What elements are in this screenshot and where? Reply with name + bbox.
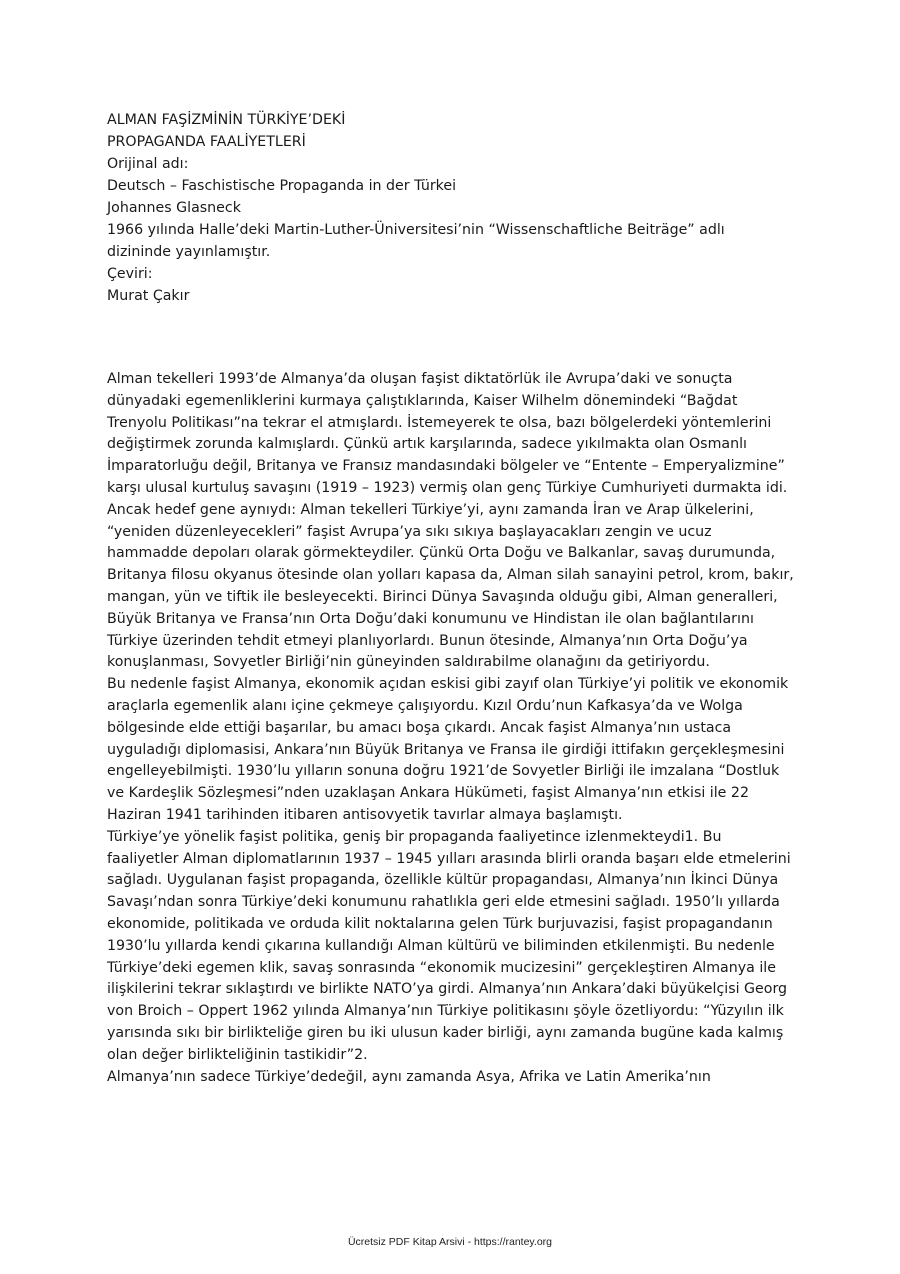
title-line-1: ALMAN FAŞİZMİNİN TÜRKİYE’DEKİ <box>107 112 346 128</box>
body-text <box>107 369 795 1088</box>
paragraph: Almanya’nın sadece Türkiye’dedeğil, aynı zamanda Asya, Afrika ve Latin Amerika’nın <box>107 1068 711 1085</box>
publication-note-line-2: dizininde yayınlamıştır. <box>107 244 271 260</box>
translation-label: Çeviri: <box>107 266 153 282</box>
author-name: Johannes Glasneck <box>107 200 241 216</box>
publication-note-line-1: 1966 yılında Halle’deki Martin-Luther-Üniversitesi’nin “Wissenschaftliche Beiträge” adlı <box>107 222 725 238</box>
page-footer: Ücretsiz PDF Kitap Arsivi - https://rantey.org <box>347 1236 553 1248</box>
paragraph: Türkiye’ye yönelik faşist politika, geniş bir propaganda faaliyetince izlenmekteydi1. Bu faaliyetler Alman diplomatlarının 1937 – 1945 yılları arasında blirli oranda başarı elde etmelerini sağladı. Uygulanan faşist propaganda, özellikle kültür propagandası, Almanya’nın İkinci Dünya Savaşı’ndan sonra Türkiye’deki konumunu rahatlıkla geri elde etmesini sağladı. 1950’lı yıllarda ekonomide, politikada ve orduda kilit noktalarına gelen Türk burjuvazisi, faşist propagandanın 1930’lu yıllarda kendi çıkarına kullandığı Alman kültürü ve biliminden etkilenmişti. Bu nedenle Türkiye’deki egemen klik, savaş sonrasında “ekonomik mucizesini” gerçekleştiren Almanya ile ilişkilerini tekrar sıklaştırdı ve birlikte NATO’ya girdi. Almanya’nın Ankara’daki büyükelçisi Georg von Broich – Oppert 1962 yılında Almanya’nın Türkiye politikasını şöyle özetliyordu: “Yüzyılın ilk yarısında sıkı bir birlikteliğe giren bu iki ulusun kader birliği, aynı zamanda bugüne kada kalmış olan değer birlikteliğinin tastikidir”2. <box>107 828 791 1063</box>
document-header <box>107 109 797 307</box>
paragraph: Bu nedenle faşist Almanya, ekonomik açıdan eskisi gibi zayıf olan Türkiye’yi politik ve ekonomik araçlarla egemenlik alanı içine çekmeye çalışıyordu. Kızıl Ordu’nun Kafkasya’da ve Wolga bölgesinde elde ettiği başarılar, bu amacı boşa çıkardı. Ancak faşist Almanya’nın ustaca uyguladığı diplomasisi, Ankara’nın Büyük Britanya ve Fransa ile girdiği ittifakın gerçekleşmesini engelleyebilmişti. 1930’lu yılların sonuna doğru 1921’de Sovyetler Birliği ile imzalana “Dostluk ve Kardeşlik Sözleşmesi”nden uzaklaşan Ankara Hükümeti, faşist Almanya’nın etkisi ile 22 Haziran 1941 tarihinden itibaren antisovyetik tavırlar almaya başlamıştı. <box>107 676 789 823</box>
paragraph: Alman tekelleri 1993’de Almanya’da oluşan faşist diktatörlük ile Avrupa’daki ve sonuçta dünyadaki egemenliklerini kurmaya çalıştıklarında, Kaiser Wilhelm dönemindeki “Bağdat Trenyolu Politikası”na tekrar el atmışlardı. İstemeyerek te olsa, bazı bölgelerdeki yöntemlerini değiştirmek zorunda kalmışlardı. Çünkü artık karşılarında, sadece yıkılmakta olan Osmanlı İmparatorluğu değil, Britanya ve Fransız mandasındaki bölgeler ve “Entente – Emperyalizmine” karşı ulusal kurtuluş savaşını (1919 – 1923) vermiş olan genç Türkiye Cumhuriyeti durmakta idi. Ancak hedef gene aynıydı: Alman tekelleri Türkiye’yi, aynı zamanda İran ve Arap ülkelerini, “yeniden düzenleyecekleri” faşist Avrupa’ya sıkı sıkıya başlayacakları zengin ve ucuz hammadde depoları olarak görmekteydiler. Çünkü Orta Doğu ve Balkanlar, savaş durumunda, Britanya filosu okyanus ötesinde olan yolları kapasa da, Alman silah sanayini petrol, krom, bakır, mangan, yün ve tiftik ile besleyecekti. Birinci Dünya Savaşında olduğu gibi, Alman generalleri, Büyük Britanya ve Fransa’nın Orta Doğu’daki konumunu ve Hindistan ile olan bağlantılarını Türkiye üzerinden tehdit etmeyi planlıyorlardı. Bunun ötesinde, Almanya’nın Orta Doğu’ya konuşlanması, Sovyetler Birliği’nin güneyinden saldırabilme olanağını da getiriyordu. <box>107 371 794 671</box>
title-line-2: PROPAGANDA FAALİYETLERİ <box>107 134 306 150</box>
original-title: Deutsch – Faschistische Propaganda in der Türkei <box>107 178 457 194</box>
original-title-label: Orijinal adı: <box>107 156 189 172</box>
translator-name: Murat Çakır <box>107 288 190 304</box>
